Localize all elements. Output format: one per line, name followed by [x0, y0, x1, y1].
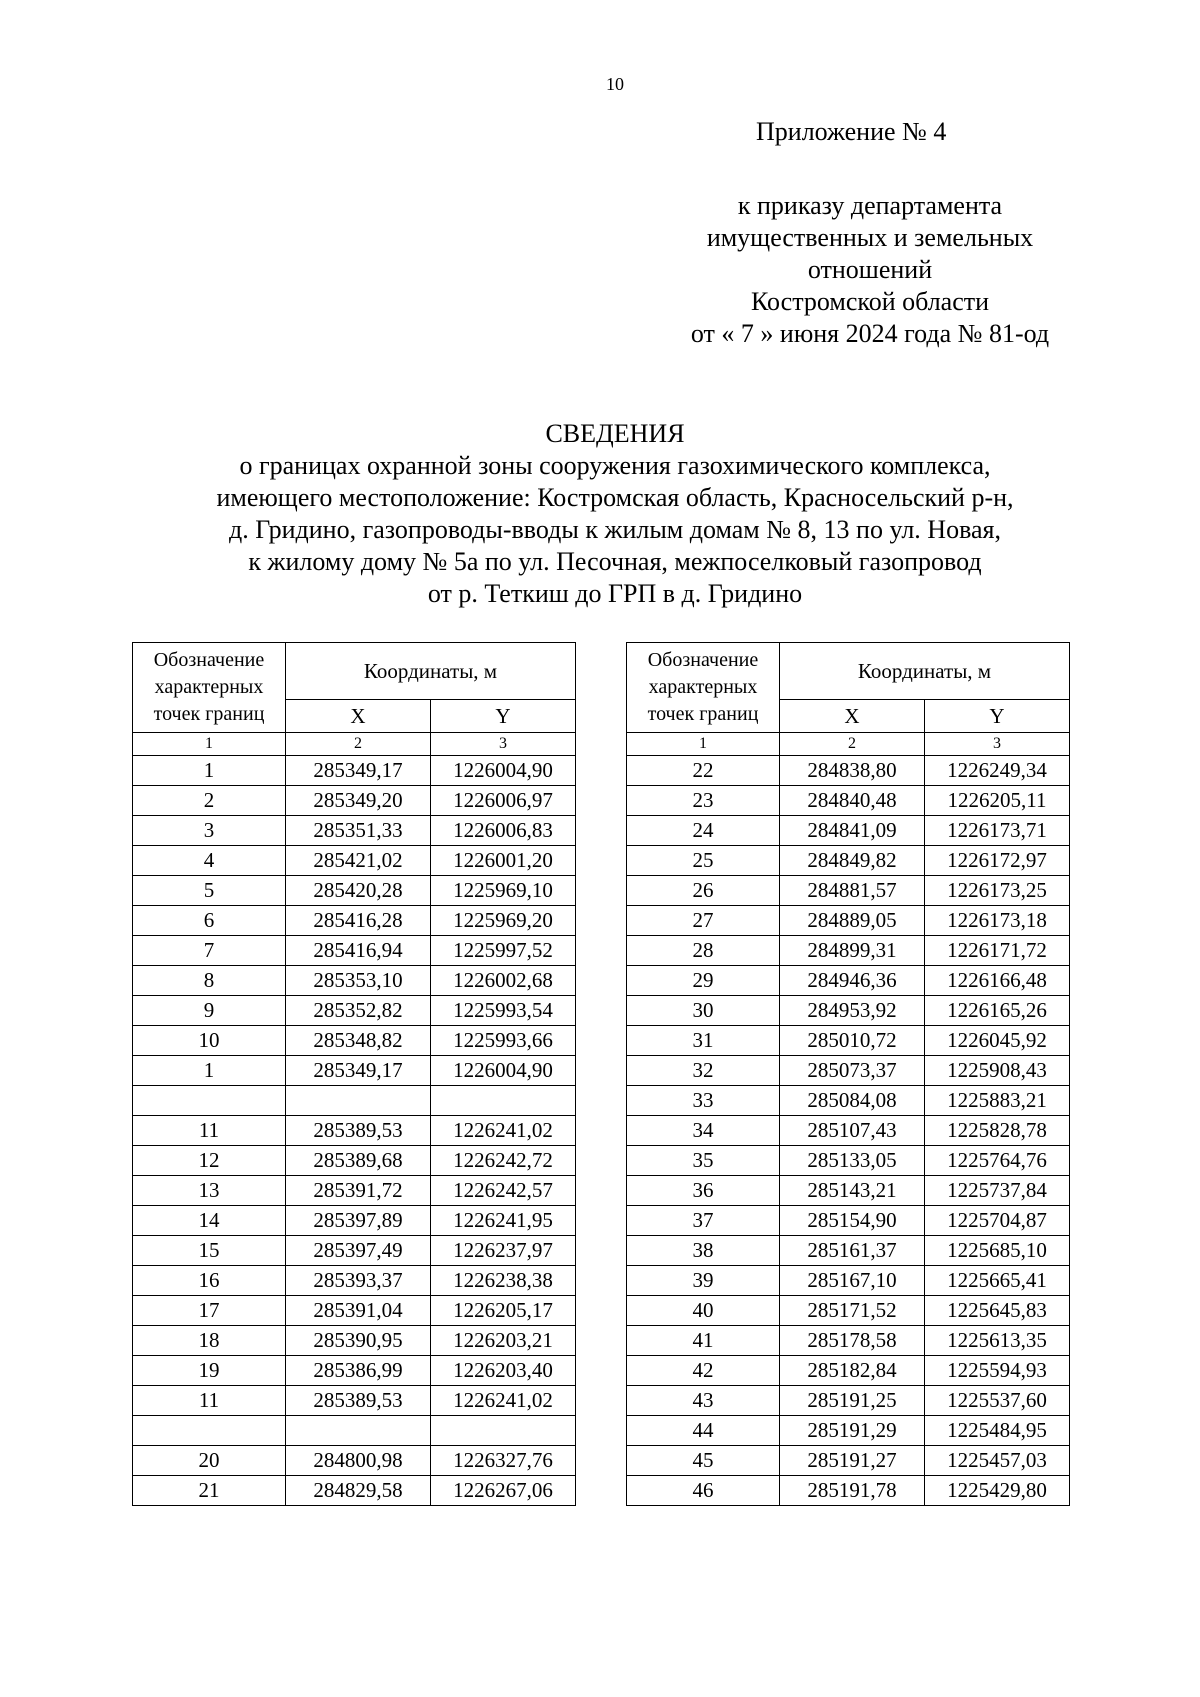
point-number-cell: 37 [627, 1206, 780, 1236]
table-row [627, 1266, 1070, 1296]
x-coordinate-cell: 285171,52 [780, 1296, 925, 1326]
point-number-cell: 31 [627, 1026, 780, 1056]
x-coordinate-cell: 284899,31 [780, 936, 925, 966]
point-number-cell: 39 [627, 1266, 780, 1296]
table-row [627, 906, 1070, 936]
point-number-cell: 18 [133, 1326, 286, 1356]
table-row [133, 1236, 576, 1266]
x-coordinate-cell: 284838,80 [780, 756, 925, 786]
y-coordinate-cell: 1225764,76 [925, 1146, 1070, 1176]
y-coordinate-cell: 1225969,10 [431, 876, 576, 906]
y-coordinate-cell: 1226172,97 [925, 846, 1070, 876]
column-number: 2 [286, 733, 431, 756]
y-coordinate-cell: 1225457,03 [925, 1446, 1070, 1476]
order-line: к приказу департамента [737, 191, 1003, 220]
point-number-cell: 22 [627, 756, 780, 786]
point-number-cell: 38 [627, 1236, 780, 1266]
point-number-cell: 32 [627, 1056, 780, 1086]
y-coordinate-cell: 1225537,60 [925, 1386, 1070, 1416]
table-row [627, 936, 1070, 966]
order-line: имущественных и земельных [706, 223, 1034, 252]
x-coordinate-cell: 285390,95 [286, 1326, 431, 1356]
order-reference [600, 190, 1140, 350]
x-coordinate-cell: 284800,98 [286, 1446, 431, 1476]
table-row [133, 876, 576, 906]
x-coordinate-cell: 284840,48 [780, 786, 925, 816]
title-line: о границах охранной зоны сооружения газохимического комплекса, [239, 451, 991, 480]
document-title [0, 418, 1200, 610]
y-coordinate-cell: 1226241,02 [431, 1116, 576, 1146]
point-number-cell: 30 [627, 996, 780, 1026]
point-number-cell: 7 [133, 936, 286, 966]
x-coordinate-cell: 284881,57 [780, 876, 925, 906]
x-coordinate-cell: 285389,53 [286, 1386, 431, 1416]
x-coordinate-cell: 285182,84 [780, 1356, 925, 1386]
table-row [133, 1146, 576, 1176]
table-row [627, 1356, 1070, 1386]
y-coordinate-cell: 1226241,95 [431, 1206, 576, 1236]
point-number-cell: 20 [133, 1446, 286, 1476]
y-coordinate-cell: 1225429,80 [925, 1476, 1070, 1506]
point-number-cell: 13 [133, 1176, 286, 1206]
x-coordinate-cell: 285421,02 [286, 846, 431, 876]
x-coordinate-cell: 285191,27 [780, 1446, 925, 1476]
point-number-cell: 46 [627, 1476, 780, 1506]
table-row [133, 756, 576, 786]
x-coordinate-cell: 284946,36 [780, 966, 925, 996]
y-coordinate-cell: 1225685,10 [925, 1236, 1070, 1266]
x-coordinate-cell: 285154,90 [780, 1206, 925, 1236]
x-coordinate-cell: 285393,37 [286, 1266, 431, 1296]
y-coordinate-cell: 1226004,90 [431, 1056, 576, 1086]
x-coordinate-cell: 285161,37 [780, 1236, 925, 1266]
x-coordinate-cell: 285084,08 [780, 1086, 925, 1116]
point-number-cell: 12 [133, 1146, 286, 1176]
y-coordinate-cell: 1226173,18 [925, 906, 1070, 936]
title-line: от р. Теткиш до ГРП в д. Гридино [427, 579, 803, 608]
table-row [627, 1476, 1070, 1506]
x-coordinate-cell: 285352,82 [286, 996, 431, 1026]
y-coordinate-cell: 1226205,17 [431, 1296, 576, 1326]
page-number: 10 [606, 74, 624, 94]
y-coordinate-cell: 1225704,87 [925, 1206, 1070, 1236]
y-coordinate-cell: 1226171,72 [925, 936, 1070, 966]
y-coordinate-cell: 1226242,57 [431, 1176, 576, 1206]
y-coordinate-cell: 1226237,97 [431, 1236, 576, 1266]
point-number-cell: 1 [133, 756, 286, 786]
y-coordinate-cell: 1226004,90 [431, 756, 576, 786]
column-number-row [133, 733, 576, 756]
y-coordinate-cell: 1226173,71 [925, 816, 1070, 846]
y-coordinate-cell: 1225737,84 [925, 1176, 1070, 1206]
x-coordinate-cell: 285351,33 [286, 816, 431, 846]
y-coordinate-cell: 1225484,95 [925, 1416, 1070, 1446]
table-row [133, 1116, 576, 1146]
y-coordinate-cell: 1226238,38 [431, 1266, 576, 1296]
point-number-cell: 36 [627, 1176, 780, 1206]
column-number: 3 [925, 733, 1070, 756]
x-coordinate-cell: 285391,04 [286, 1296, 431, 1326]
table-row [133, 906, 576, 936]
table-row [133, 1296, 576, 1326]
y-column-header: Y [431, 700, 576, 733]
title-line: имеющего местоположение: Костромская область, Красносельский р-н, [216, 483, 1014, 512]
table-row [133, 1176, 576, 1206]
y-coordinate-cell: 1226242,72 [431, 1146, 576, 1176]
point-number-cell: 40 [627, 1296, 780, 1326]
table-row [133, 846, 576, 876]
y-coordinate-cell [431, 1086, 576, 1116]
table-row [133, 1206, 576, 1236]
y-coordinate-cell: 1225908,43 [925, 1056, 1070, 1086]
x-coordinate-cell: 284829,58 [286, 1476, 431, 1506]
point-number-cell: 5 [133, 876, 286, 906]
table-row [627, 1116, 1070, 1146]
point-number-cell: 24 [627, 816, 780, 846]
y-column-header: Y [925, 700, 1070, 733]
x-coordinate-cell: 285178,58 [780, 1326, 925, 1356]
y-coordinate-cell: 1226267,06 [431, 1476, 576, 1506]
point-number-cell: 3 [133, 816, 286, 846]
point-number-cell: 28 [627, 936, 780, 966]
point-number-cell: 14 [133, 1206, 286, 1236]
point-number-cell: 11 [133, 1386, 286, 1416]
coordinates-header: Координаты, м [286, 643, 576, 700]
x-coordinate-cell: 285349,17 [286, 1056, 431, 1086]
point-number-cell: 16 [133, 1266, 286, 1296]
point-number-cell: 45 [627, 1446, 780, 1476]
point-number-cell: 11 [133, 1116, 286, 1146]
appendix-title: Приложение № 4 [756, 117, 947, 146]
x-coordinate-cell: 285191,78 [780, 1476, 925, 1506]
table-row [133, 996, 576, 1026]
point-number-cell: 4 [133, 846, 286, 876]
document-heading: СВЕДЕНИЯ [545, 419, 685, 448]
x-coordinate-cell: 285348,82 [286, 1026, 431, 1056]
table-row [627, 996, 1070, 1026]
point-number-cell: 9 [133, 996, 286, 1026]
point-number-cell: 33 [627, 1086, 780, 1116]
column-number: 1 [133, 733, 286, 756]
table-row [133, 1356, 576, 1386]
x-coordinate-cell [286, 1416, 431, 1446]
column-number: 3 [431, 733, 576, 756]
x-coordinate-cell: 284953,92 [780, 996, 925, 1026]
column-number-row [627, 733, 1070, 756]
x-coordinate-cell: 285353,10 [286, 966, 431, 996]
x-coordinate-cell: 285389,68 [286, 1146, 431, 1176]
point-number-cell: 15 [133, 1236, 286, 1266]
table-row [627, 1236, 1070, 1266]
y-coordinate-cell: 1226241,02 [431, 1386, 576, 1416]
coordinates-table-right [626, 642, 1070, 1506]
point-number-cell: 2 [133, 786, 286, 816]
y-coordinate-cell: 1226045,92 [925, 1026, 1070, 1056]
y-coordinate-cell: 1226203,40 [431, 1356, 576, 1386]
order-line: Костромской области [750, 287, 990, 316]
point-number-cell: 25 [627, 846, 780, 876]
point-number-cell: 27 [627, 906, 780, 936]
y-coordinate-cell: 1226006,83 [431, 816, 576, 846]
x-coordinate-cell: 285386,99 [286, 1356, 431, 1386]
order-line: отношений [807, 255, 933, 284]
x-coordinate-cell: 285391,72 [286, 1176, 431, 1206]
x-coordinate-cell: 285349,20 [286, 786, 431, 816]
table-row [627, 846, 1070, 876]
table-row [133, 1326, 576, 1356]
point-number-cell: 8 [133, 966, 286, 996]
y-coordinate-cell: 1225645,83 [925, 1296, 1070, 1326]
point-number-cell: 42 [627, 1356, 780, 1386]
point-number-cell: 41 [627, 1326, 780, 1356]
table-row [133, 1416, 576, 1446]
point-number-cell: 29 [627, 966, 780, 996]
point-designation-header: Обозначение характерных точек границ [627, 643, 780, 733]
point-number-cell: 1 [133, 1056, 286, 1086]
table-row [133, 1446, 576, 1476]
table-row [627, 1416, 1070, 1446]
table-row [627, 786, 1070, 816]
y-coordinate-cell: 1225828,78 [925, 1116, 1070, 1146]
table-row [627, 1206, 1070, 1236]
x-coordinate-cell: 285416,94 [286, 936, 431, 966]
point-number-cell: 19 [133, 1356, 286, 1386]
point-number-cell: 26 [627, 876, 780, 906]
y-coordinate-cell: 1225665,41 [925, 1266, 1070, 1296]
point-number-cell [133, 1086, 286, 1116]
x-coordinate-cell: 285010,72 [780, 1026, 925, 1056]
x-column-header: X [286, 700, 431, 733]
coordinates-header: Координаты, м [780, 643, 1070, 700]
coordinates-table-left [132, 642, 576, 1506]
point-number-cell: 23 [627, 786, 780, 816]
point-number-cell: 35 [627, 1146, 780, 1176]
point-designation-header: Обозначение характерных точек границ [133, 643, 286, 733]
x-coordinate-cell: 285167,10 [780, 1266, 925, 1296]
table-row [627, 1176, 1070, 1206]
y-coordinate-cell: 1226165,26 [925, 996, 1070, 1026]
table-row [133, 1266, 576, 1296]
point-number-cell: 21 [133, 1476, 286, 1506]
y-coordinate-cell: 1225613,35 [925, 1326, 1070, 1356]
y-coordinate-cell: 1226001,20 [431, 846, 576, 876]
x-coordinate-cell: 285389,53 [286, 1116, 431, 1146]
point-number-cell: 44 [627, 1416, 780, 1446]
title-line: к жилому дому № 5а по ул. Песочная, межпоселковый газопровод [248, 547, 982, 576]
y-coordinate-cell: 1226205,11 [925, 786, 1070, 816]
y-coordinate-cell: 1225997,52 [431, 936, 576, 966]
table-row [627, 816, 1070, 846]
y-coordinate-cell: 1225594,93 [925, 1356, 1070, 1386]
table-row [627, 1296, 1070, 1326]
table-row [627, 876, 1070, 906]
x-coordinate-cell: 284841,09 [780, 816, 925, 846]
point-number-cell: 43 [627, 1386, 780, 1416]
table-row [627, 1026, 1070, 1056]
point-number-cell: 6 [133, 906, 286, 936]
x-coordinate-cell: 285133,05 [780, 1146, 925, 1176]
table-row [133, 1086, 576, 1116]
y-coordinate-cell: 1225969,20 [431, 906, 576, 936]
table-row [627, 1056, 1070, 1086]
x-coordinate-cell: 285397,49 [286, 1236, 431, 1266]
table-row [627, 1326, 1070, 1356]
y-coordinate-cell: 1226173,25 [925, 876, 1070, 906]
point-number-cell: 17 [133, 1296, 286, 1326]
x-coordinate-cell: 284849,82 [780, 846, 925, 876]
x-coordinate-cell [286, 1086, 431, 1116]
x-coordinate-cell: 285420,28 [286, 876, 431, 906]
x-coordinate-cell: 284889,05 [780, 906, 925, 936]
table-row [133, 1386, 576, 1416]
x-coordinate-cell: 285073,37 [780, 1056, 925, 1086]
x-coordinate-cell: 285191,29 [780, 1416, 925, 1446]
order-line: от « 7 » июня 2024 года № 81-од [690, 319, 1050, 348]
table-row [627, 756, 1070, 786]
table-row [133, 936, 576, 966]
y-coordinate-cell: 1225883,21 [925, 1086, 1070, 1116]
y-coordinate-cell: 1225993,54 [431, 996, 576, 1026]
table-row [627, 1386, 1070, 1416]
table-row [627, 1446, 1070, 1476]
x-column-header: X [780, 700, 925, 733]
y-coordinate-cell: 1225993,66 [431, 1026, 576, 1056]
y-coordinate-cell: 1226166,48 [925, 966, 1070, 996]
table-row [133, 786, 576, 816]
point-number-cell: 34 [627, 1116, 780, 1146]
table-row [133, 1056, 576, 1086]
y-coordinate-cell: 1226203,21 [431, 1326, 576, 1356]
y-coordinate-cell: 1226327,76 [431, 1446, 576, 1476]
table-row [133, 816, 576, 846]
point-number-cell: 10 [133, 1026, 286, 1056]
column-number: 1 [627, 733, 780, 756]
x-coordinate-cell: 285143,21 [780, 1176, 925, 1206]
point-number-cell [133, 1416, 286, 1446]
y-coordinate-cell: 1226249,34 [925, 756, 1070, 786]
x-coordinate-cell: 285191,25 [780, 1386, 925, 1416]
column-number: 2 [780, 733, 925, 756]
x-coordinate-cell: 285349,17 [286, 756, 431, 786]
table-row [133, 966, 576, 996]
x-coordinate-cell: 285416,28 [286, 906, 431, 936]
y-coordinate-cell: 1226002,68 [431, 966, 576, 996]
title-line: д. Гридино, газопроводы-вводы к жилым домам № 8, 13 по ул. Новая, [228, 515, 1002, 544]
x-coordinate-cell: 285107,43 [780, 1116, 925, 1146]
y-coordinate-cell [431, 1416, 576, 1446]
table-row [133, 1026, 576, 1056]
x-coordinate-cell: 285397,89 [286, 1206, 431, 1236]
table-row [133, 1476, 576, 1506]
table-row [627, 966, 1070, 996]
table-row [627, 1086, 1070, 1116]
table-row [627, 1146, 1070, 1176]
y-coordinate-cell: 1226006,97 [431, 786, 576, 816]
